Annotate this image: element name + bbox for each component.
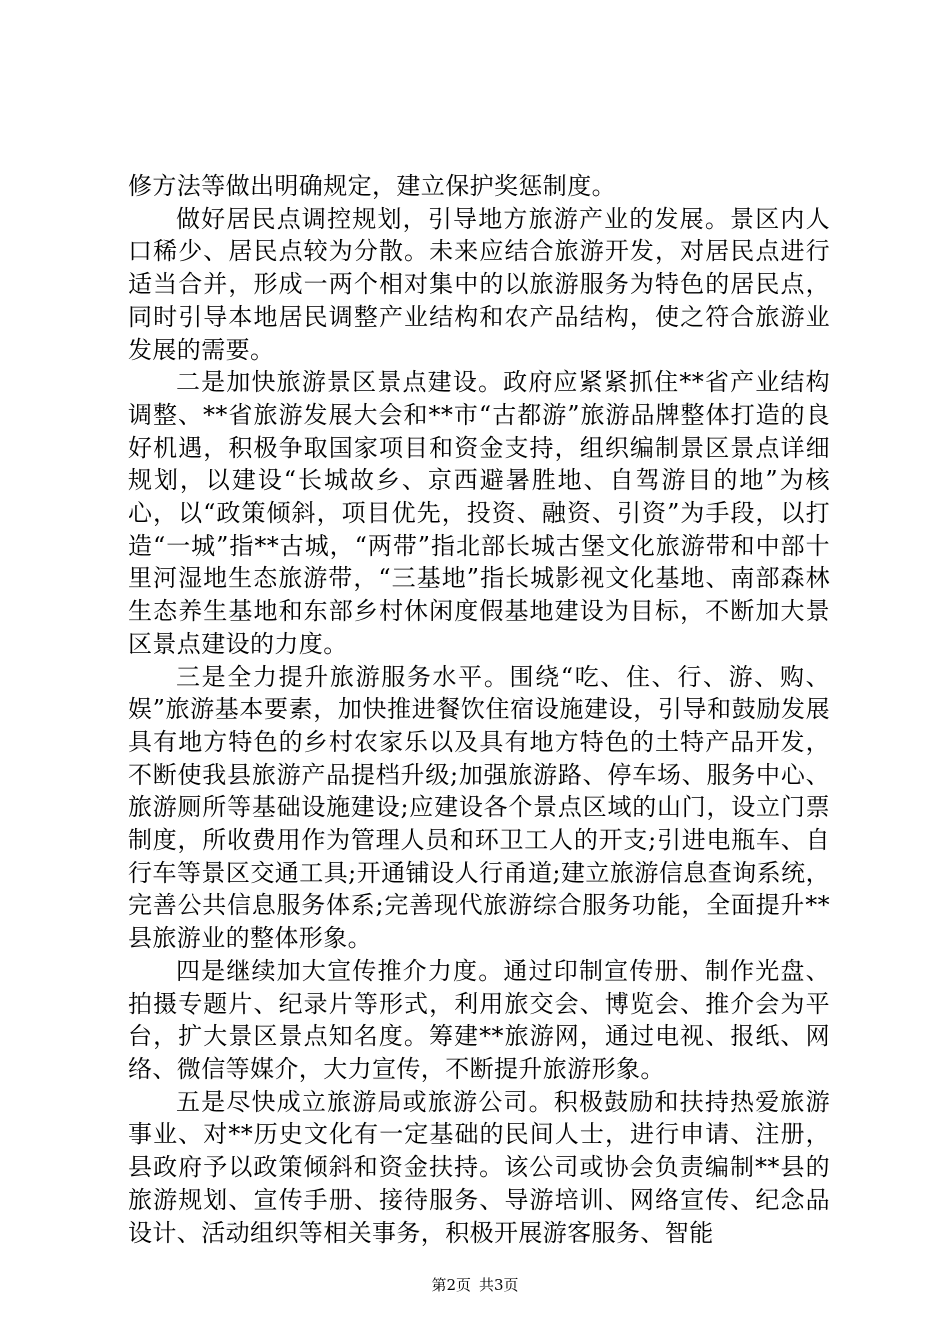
paragraph-residential-planning: 做好居民点调控规划，引导地方旅游产业的发展。景区内人口稀少、居民点较为分散。未来应结合旅游开发，对居民点进行适当合并，形成一两个相对集中的以旅游服务为特色的居民点，同时引导本地居民调整产业结构和农产品结构，使之符合旅游业发展的需要。	[128, 204, 830, 364]
page-footer	[0, 1275, 950, 1295]
paragraph-continued: 修方法等做出明确规定，建立保护奖惩制度。	[128, 172, 616, 200]
paragraph-scenic-construction: 二是加快旅游景区景点建设。政府应紧紧抓住**省产业结构调整、**省旅游发展大会和**市“古都游”旅游品牌整体打造的良好机遇，积极争取国家项目和资金支持，组织编制景区景点详细规划，以建设“长城故乡、京西避暑胜地、自驾游目的地”为核心，以“政策倾斜，项目优先，投资、融资、引资”为手段，以打造“一城”指**古城，“两带”指北部长城古堡文化旅游带和中部十里河湿地生态旅游带，“三基地”指长城影视文化基地、南部森林生态养生基地和东部乡村休闲度假基地建设为目标，不断加大景区景点建设的力度。	[128, 368, 830, 658]
page-number: 第2页	[431, 1276, 471, 1294]
document-body	[128, 170, 830, 1249]
paragraph-tourism-bureau: 五是尽快成立旅游局或旅游公司。积极鼓励和扶持热爱旅游事业、对**历史文化有一定基础的民间人士，进行申请、注册，县政府予以政策倾斜和资金扶持。该公司或协会负责编制**县的旅游规划、宣传手册、接待服务、导游培训、网络宣传、纪念品设计、活动组织等相关事务，积极开展游客服务、智能	[128, 1087, 830, 1247]
page-total: 共3页	[479, 1276, 519, 1294]
paragraph-promotion: 四是继续加大宣传推介力度。通过印制宣传册、制作光盘、拍摄专题片、纪录片等形式，利用旅交会、博览会、推介会为平台，扩大景区景点知名度。筹建**旅游网，通过电视、报纸、网络、微信等媒介，大力宣传，不断提升旅游形象。	[128, 956, 830, 1083]
paragraph-service-level: 三是全力提升旅游服务水平。围绕“吃、住、行、游、购、娱”旅游基本要素，加快推进餐饮住宿设施建设，引导和鼓励发展具有地方特色的乡村农家乐以及具有地方特色的土特产品开发，不断使我县旅游产品提档升级;加强旅游路、停车场、服务中心、旅游厕所等基础设施建设;应建设各个景点区域的山门，设立门票制度，所收费用作为管理人员和环卫工人的开支;引进电瓶车、自行车等景区交通工具;开通铺设人行甬道;建立旅游信息查询系统，完善公共信息服务体系;完善现代旅游综合服务功能，全面提升**县旅游业的整体形象。	[128, 662, 830, 953]
